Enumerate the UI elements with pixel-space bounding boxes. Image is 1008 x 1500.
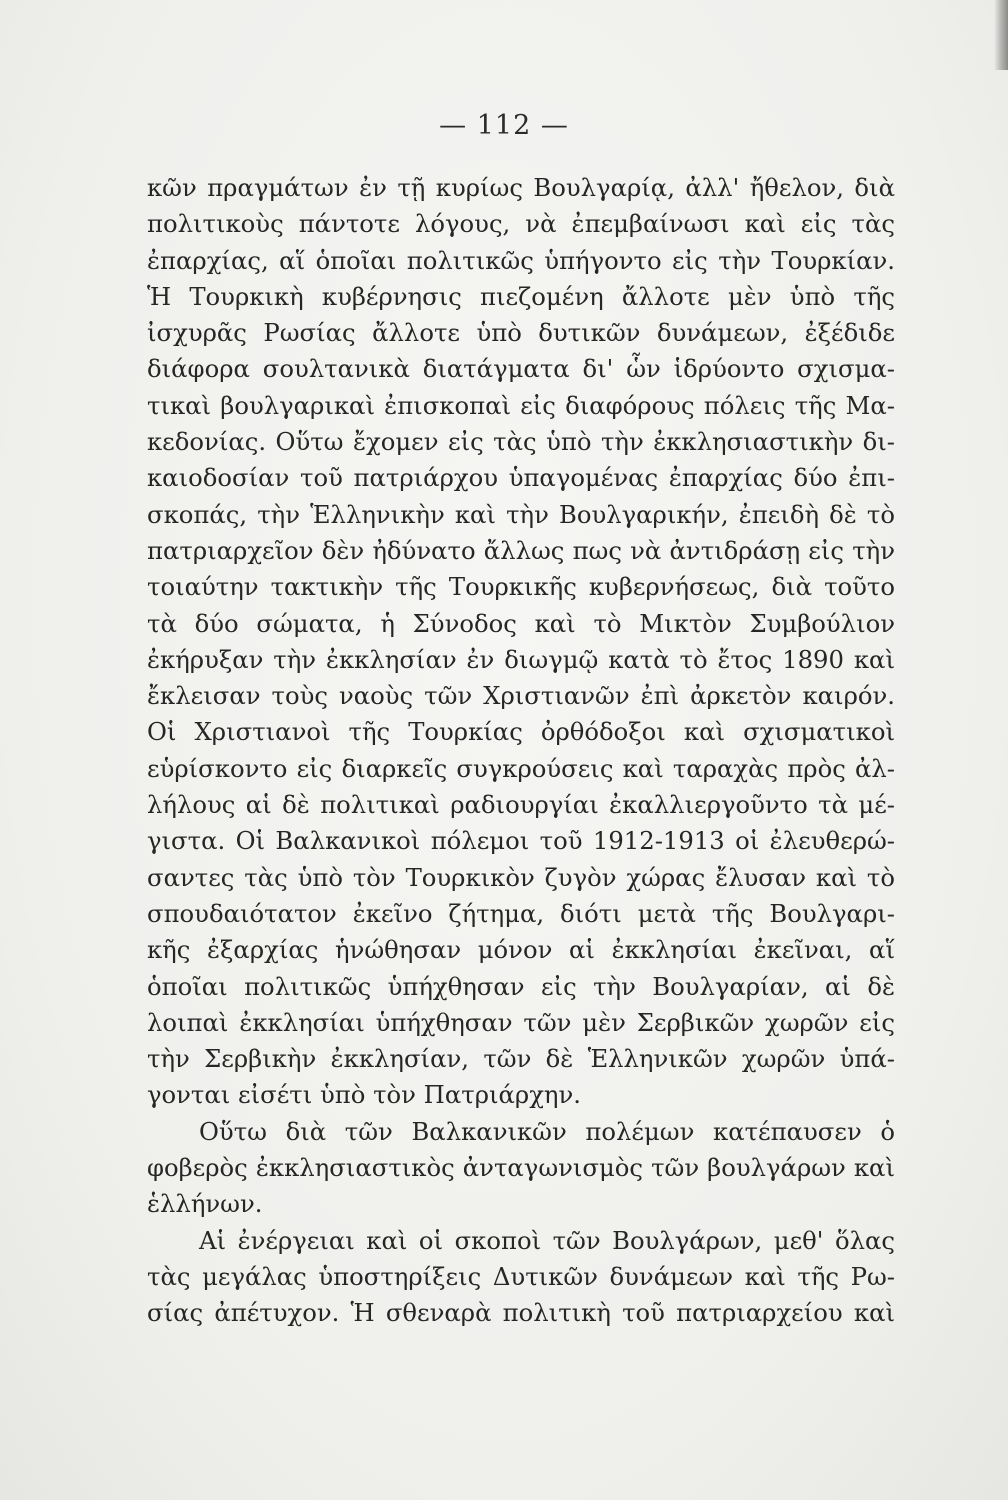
text-line: λοιπαὶ ἐκκλησίαι ὑπήχθησαν τῶν μὲν Σερβικῶν χωρῶν εἰς	[147, 1007, 895, 1037]
text-line: γιστα. Οἱ Βαλκανικοὶ πόλεμοι τοῦ 1912-1913 οἱ ἐλευθερώ-	[147, 826, 895, 856]
text-line: ὁποῖαι πολιτικῶς ὑπήχθησαν εἰς τὴν Βουλγαρίαν, αἱ δὲ	[147, 971, 895, 1001]
text-line: τικαὶ βουλγαρικαὶ ἐπισκοπαὶ εἰς διαφόρους πόλεις τῆς Μα-	[147, 390, 895, 420]
text-line: τὰ δύο σώματα, ἡ Σύνοδος καὶ τὸ Μικτὸν Συμβούλιον	[147, 608, 895, 638]
text-line: κῆς ἐξαρχίας ἡνώθησαν μόνον αἱ ἐκκλησίαι ἐκεῖναι, αἵ	[147, 935, 895, 965]
text-line: ἰσχυρᾶς Ρωσίας ἄλλοτε ὑπὸ δυτικῶν δυνάμεων, ἐξέδιδε	[147, 318, 895, 348]
text-line: σίας ἀπέτυχον. Ἡ σθεναρὰ πολιτικὴ τοῦ πατριαρχείου καὶ	[147, 1298, 895, 1328]
text-line: εὑρίσκοντο εἰς διαρκεῖς συγκρούσεις καὶ ταραχὰς πρὸς ἀλ-	[147, 753, 895, 783]
text-line: σκοπάς, τὴν Ἑλληνικὴν καὶ τὴν Βουλγαρικήν, ἐπειδὴ δὲ τὸ	[147, 499, 895, 529]
text-line: Οὕτω διὰ τῶν Βαλκανικῶν πολέμων κατέπαυσεν ὁ	[199, 1116, 895, 1146]
text-line: Ἡ Τουρκικὴ κυβέρνησις πιεζομένη ἄλλοτε μὲν ὑπὸ τῆς	[147, 281, 895, 311]
paragraph-1	[147, 170, 895, 1114]
text-line: διάφορα σουλτανικὰ διατάγματα δι' ὧν ἱδρύοντο σχισμα-	[147, 354, 895, 384]
text-line: τὰς μεγάλας ὑποστηρίξεις Δυτικῶν δυνάμεων καὶ τῆς Ρω-	[147, 1261, 895, 1291]
text-line: σπουδαιότατον ἐκεῖνο ζήτημα, διότι μετὰ τῆς Βουλγαρι-	[147, 898, 895, 928]
text-line: σαντες τὰς ὑπὸ τὸν Τουρκικὸν ζυγὸν χώρας ἔλυσαν καὶ τὸ	[147, 862, 895, 892]
text-line: Αἱ ἐνέργειαι καὶ οἱ σκοποὶ τῶν Βουλγάρων, μεθ' ὅλας	[199, 1225, 895, 1255]
page-edge-shadow	[994, 0, 1008, 70]
text-line: τὴν Σερβικὴν ἐκκλησίαν, τῶν δὲ Ἑλληνικῶν χωρῶν ὑπά-	[147, 1044, 895, 1074]
text-line: γονται εἰσέτι ὑπὸ τὸν Πατριάρχην.	[147, 1080, 581, 1110]
text-line: λήλους αἱ δὲ πολιτικαὶ ραδιουργίαι ἐκαλλιεργοῦντο τὰ μέ-	[147, 790, 895, 820]
text-line: ἐκήρυξαν τὴν ἐκκλησίαν ἐν διωγμῷ κατὰ τὸ ἔτος 1890 καὶ	[147, 644, 895, 674]
paragraph-2	[147, 1114, 895, 1223]
text-line: ἔκλεισαν τοὺς ναοὺς τῶν Χριστιανῶν ἐπὶ ἀρκετὸν καιρόν.	[147, 681, 895, 711]
text-line: Οἱ Χριστιανοὶ τῆς Τουρκίας ὀρθόδοξοι καὶ σχισματικοὶ	[147, 717, 895, 747]
text-line: κεδονίας. Οὕτω ἔχομεν εἰς τὰς ὑπὸ τὴν ἐκκλησιαστικὴν δι-	[147, 427, 895, 457]
text-line: τοιαύτην τακτικὴν τῆς Τουρκικῆς κυβερνήσεως, διὰ τοῦτο	[147, 572, 895, 602]
paragraph-3	[147, 1223, 895, 1332]
text-line: πατριαρχεῖον δὲν ἠδύνατο ἄλλως πως νὰ ἀντιδράσῃ εἰς τὴν	[147, 535, 895, 565]
text-line: ἐπαρχίας, αἵ ὁποῖαι πολιτικῶς ὑπήγοντο εἰς τὴν Τουρκίαν.	[147, 245, 895, 275]
body-text	[147, 170, 895, 1332]
text-line: κῶν πραγμάτων ἐν τῇ κυρίως Βουλγαρίᾳ, ἀλλ' ἤθελον, διὰ	[147, 173, 895, 202]
text-line: ἑλλήνων.	[147, 1189, 263, 1219]
text-line: πολιτικοὺς πάντοτε λόγους, νὰ ἐπεμβαίνωσι καὶ εἰς τὰς	[147, 209, 895, 239]
page-number: — 112 —	[439, 110, 569, 141]
text-line: καιοδοσίαν τοῦ πατριάρχου ὑπαγομένας ἐπαρχίας δύο ἐπι-	[147, 463, 895, 493]
text-line: φοβερὸς ἐκκλησιαστικὸς ἀνταγωνισμὸς τῶν βουλγάρων καὶ	[147, 1153, 895, 1183]
